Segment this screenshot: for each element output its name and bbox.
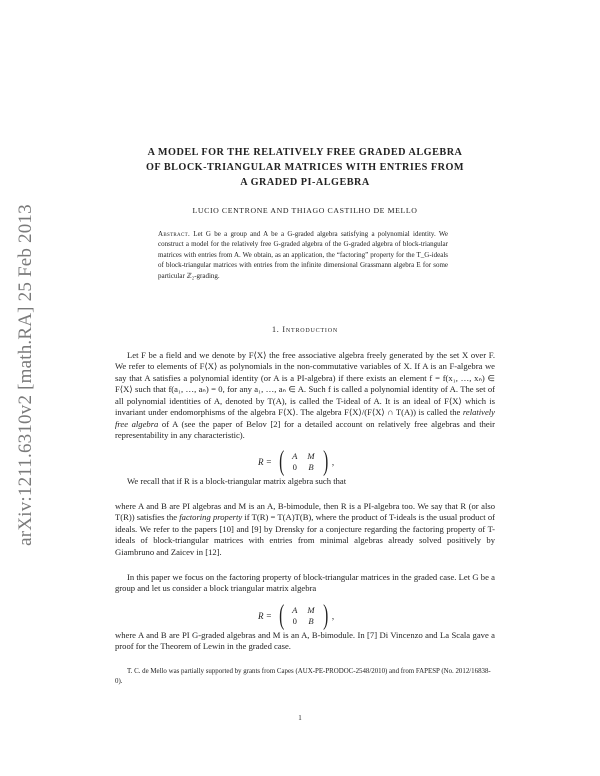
right-paren: ) [322, 600, 328, 631]
matrix-entry: M [307, 605, 315, 615]
paragraph-text: where A and B are PI algebras and M is an A, B-bimodule, then R is a PI-algebra too. We say that R (or also T(R)) satisfies the [115, 501, 495, 523]
paragraph-focus [115, 572, 495, 595]
section-number: 1. [271, 325, 283, 334]
left-paren: ( [278, 446, 285, 477]
arxiv-identifier-stamp [6, 175, 46, 575]
abstract [158, 229, 448, 281]
matrix-body [287, 451, 319, 473]
paragraph-factoring [115, 501, 495, 558]
matrix-equation [258, 448, 334, 476]
title-line: OF BLOCK-TRIANGULAR MATRICES WITH ENTRIES FROM [146, 162, 464, 173]
section-title: Introduction [282, 325, 338, 334]
matrix-entry: 0 [292, 462, 297, 472]
matrix-tail: , [331, 457, 335, 467]
paragraph-text: of A (see the paper of Belov [2] for a detailed account on relatively free algebras and their representability in any characteristic). [115, 418, 495, 441]
matrix-body [287, 605, 319, 627]
matrix-entry: M [307, 451, 315, 461]
abstract-text: Let G be a group and A be a G-graded algebra satisfying a polynomial identity. We construct a model for the relatively free G-graded algebra of the G-graded algebra of block-triangular matrices with entries from A. We obtain, as an application, the “factoring” property for the T_G-ideals of block-triangular matrices with entries from the infinite dimensional Grassmann algebra E for some particular ℤ₂-grading. [158, 230, 448, 280]
matrix-entry: 0 [292, 616, 297, 626]
section-heading [100, 325, 510, 334]
paragraph-text: Let F be a field and we denote by F⟨X⟩ the free associative algebra freely generated by the set X over F. We refer to elements of F⟨X⟩ as polynomials in the non-commutative variables of X. If A is an F-algebra we say that A satisfies a polynomial identity (or A is a PI-algebra) if there exists an element f = f(x₁, …, xₙ) ∈ F⟨X⟩ such that f(a₁, …, aₙ) = 0, for any a₁, …, aₙ ∈ A. Such f is called a polynomial identity of A. The set of all polynomial identities of A, denoted by T(A), is called the T-ideal of A. It is an ideal of F⟨X⟩ which is invariant under endomorphisms of the algebra F⟨X⟩. The algebra F⟨X⟩/(F⟨X⟩ ∩ T(A)) is called the [115, 350, 495, 418]
matrix-equation [258, 602, 334, 630]
matrix-entry: A [292, 451, 298, 461]
matrix-entry: B [308, 462, 314, 472]
title-line: A MODEL FOR THE RELATIVELY FREE GRADED ALGEBRA [147, 147, 463, 158]
matrix-tail: , [331, 611, 335, 621]
footnote [115, 667, 495, 687]
matrix-lhs: R = [258, 611, 272, 621]
emphasis-text: factoring property [179, 512, 243, 523]
left-paren: ( [278, 600, 285, 631]
page-number: 1 [298, 714, 302, 722]
title-line: A GRADED PI-ALGEBRA [240, 177, 370, 188]
matrix-lhs: R = [258, 457, 272, 467]
paragraph-graded [115, 630, 495, 653]
right-paren: ) [322, 446, 328, 477]
paper-authors: LUCIO CENTRONE AND THIAGO CASTILHO DE MELLO [192, 206, 418, 215]
paragraph-text: In this paper we focus on the factoring property of block-triangular matrices in the graded case. Let G be a group and let us consider a block triangular matrix algebra [115, 572, 495, 594]
paper-title [100, 145, 510, 190]
paragraph-text: where A and B are PI G-graded algebras and M is an A, B-bimodule. In [7] Di Vincenzo and La Scala gave a proof for the Theorem of Lewin in the graded case. [115, 630, 495, 652]
paragraph-text: We recall that if R is a block-triangular matrix algebra such that [127, 476, 347, 486]
paragraph-recall [115, 476, 495, 487]
footnote-text: T. C. de Mello was partially supported by grants from Capes (AUX-PE-PRODOC-2548/2010) and from FAPESP (No. 2012/16838-0). [115, 668, 491, 685]
paragraph-intro [115, 350, 495, 442]
matrix-entry: A [292, 605, 298, 615]
arxiv-identifier-text: arXiv:1211.6310v2 [math.RA] 25 Feb 2013 [15, 204, 36, 546]
emphasis-text: relatively free algebra [115, 407, 495, 429]
paragraph-text: if T(R) = T(A)T(B), where the product of T-ideals is the usual product of ideals. We refer to the papers [10] and [9] by Drensky for a conjecture regarding the factoring property of T-ideals of block-triangular matrices with entries from minimal algebras already solved positively by Giambruno and Zaicev in [12]. [115, 512, 496, 557]
matrix-entry: B [308, 616, 314, 626]
abstract-label: Abstract. [158, 230, 191, 238]
